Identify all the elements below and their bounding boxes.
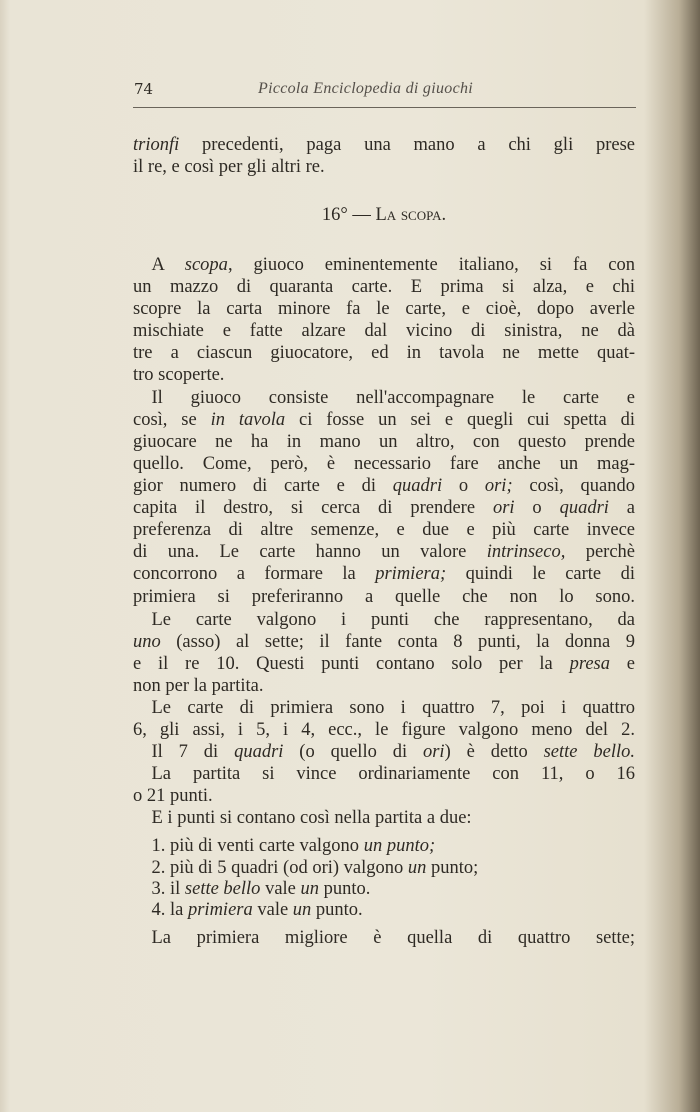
italic-text: sette bello.: [543, 742, 635, 762]
text-line: [133, 497, 635, 519]
text-line: [133, 364, 635, 386]
text-run: A: [133, 255, 185, 275]
text-run: preferenza di altre semenze, e due e più carte invece: [133, 520, 635, 540]
text-run: o 21 punti.: [133, 786, 213, 806]
text-run: giuocare ne ha in mano un altro, con questo prende: [133, 432, 635, 452]
text-run: concorrono a formare la: [133, 564, 376, 584]
italic-text: un punto;: [363, 836, 436, 856]
text-run: E i punti si contano così nella partita a due:: [133, 808, 472, 828]
text-run: scopre la carta minore fa le carte, e cioè, dopo averle: [133, 299, 635, 319]
text-run: 16° —: [321, 205, 376, 225]
italic-text: un: [300, 879, 319, 899]
text-line: [133, 254, 635, 276]
text-line: [133, 927, 635, 949]
text-run: non per la partita.: [133, 676, 264, 696]
text-run: e: [610, 654, 635, 674]
text-run: di una. Le carte hanno un valore: [133, 542, 487, 562]
text-run: capita il destro, si cerca di prendere: [133, 498, 493, 518]
section-heading: [133, 204, 635, 226]
text-line: [133, 899, 635, 921]
italic-text: trionfi: [133, 135, 180, 155]
header-rule: [133, 107, 636, 108]
text-run: 1. più di venti carte valgono: [133, 836, 364, 856]
running-title: Piccola Enciclopedia di giuochi: [258, 80, 474, 97]
text-line: [133, 409, 635, 431]
text-run: perchè: [565, 542, 636, 562]
text-line: [133, 586, 635, 608]
text-line: [133, 785, 635, 807]
text-run: tre a ciascun giuocatore, ed in tavola ne mette quat-: [133, 343, 635, 363]
italic-text: quadri: [392, 476, 443, 496]
text-run: vale: [260, 879, 301, 899]
text-line: [133, 631, 635, 653]
italic-text: uno: [133, 632, 161, 652]
text-line: [133, 697, 635, 719]
text-run: un mazzo di quaranta carte. E prima si alza, e chi: [133, 277, 635, 297]
text-run: quello. Come, però, è necessario fare anche un mag-: [133, 454, 635, 474]
text-run: 4. la: [133, 900, 188, 920]
text-run: 2. più di 5 quadri (od ori) valgono: [133, 858, 408, 878]
text-run: ) è detto: [444, 742, 544, 762]
text-run: punto;: [426, 858, 479, 878]
text-line: [133, 475, 635, 497]
text-run: o: [442, 476, 485, 496]
text-line: [133, 653, 635, 675]
italic-text: primiera;: [375, 564, 447, 584]
italic-text: intrinseco,: [486, 542, 566, 562]
text-run: La scopa.: [375, 205, 447, 225]
text-run: punto.: [319, 879, 371, 899]
text-line: [133, 276, 635, 298]
text-line: [133, 675, 635, 697]
text-line: [133, 741, 635, 763]
text-line: [133, 387, 635, 409]
text-run: a: [608, 498, 636, 518]
text-run: La primiera migliore è quella di quattro sette;: [133, 928, 635, 948]
text-run: mischiate e fatte alzare dal vicino di sinistra, ne dà: [133, 321, 635, 341]
text-line: [133, 519, 635, 541]
italic-text: un: [292, 900, 312, 920]
italic-text: un: [407, 858, 427, 878]
text-run: ci fosse un sei e quegli cui spetta di: [285, 410, 635, 430]
text-run: Le carte di primiera sono i quattro 7, poi i quattro: [133, 698, 635, 718]
italic-text: sette bello: [184, 879, 261, 899]
italic-text: ori: [422, 742, 445, 762]
text-run: , giuoco eminentemente italiano, si fa con: [227, 255, 635, 275]
text-run: il re, e così per gli altri re.: [133, 157, 325, 177]
text-line: [133, 342, 635, 364]
text-run: Le carte valgono i punti che rappresentano, da: [133, 610, 635, 630]
text-run: e il re 10. Questi punti contano solo per la: [133, 654, 570, 674]
text-run: gior numero di carte e di: [133, 476, 393, 496]
text-run: (o quello di: [283, 742, 423, 762]
text-run: vale: [252, 900, 293, 920]
page-number: 74: [134, 80, 154, 98]
text-line: [133, 807, 635, 829]
text-line: [133, 431, 635, 453]
italic-text: ori: [492, 498, 515, 518]
text-run: precedenti, paga una mano a chi gli prese: [179, 135, 635, 155]
text-run: Il 7 di: [133, 742, 235, 762]
text-run: o: [514, 498, 560, 518]
text-line: [133, 453, 635, 475]
text-line: [133, 878, 635, 900]
text-run: Il giuoco consiste nell'accompagnare le carte e: [133, 388, 635, 408]
text-run: La partita si vince ordinariamente con 11, o 16: [133, 764, 635, 784]
italic-text: quadri: [234, 742, 284, 762]
italic-text: in tavola: [210, 410, 286, 430]
text-run: primiera si preferiranno a quelle che non lo sono.: [133, 587, 635, 607]
text-run: così, se: [133, 410, 211, 430]
text-run: così, quando: [512, 476, 635, 496]
text-line: [133, 298, 635, 320]
text-line: [133, 156, 635, 178]
text-line: [133, 320, 635, 342]
text-run: (asso) al sette; il fante conta 8 punti, la donna 9: [160, 632, 635, 652]
text-line: [133, 134, 635, 156]
italic-text: quadri: [559, 498, 609, 518]
text-run: 3. il: [133, 879, 185, 899]
italic-text: presa: [569, 654, 610, 674]
text-line: [133, 763, 635, 785]
text-run: tro scoperte.: [133, 365, 225, 385]
text-run: 6, gli assi, i 5, i 4, ecc., le figure valgono meno del 2.: [133, 720, 635, 740]
italic-text: scopa: [184, 255, 228, 275]
text-line: [133, 541, 635, 563]
italic-text: ori;: [484, 476, 513, 496]
italic-text: primiera: [187, 900, 253, 920]
text-line: [133, 719, 635, 741]
text-run: punto.: [311, 900, 363, 920]
text-run: quindi le carte di: [446, 564, 635, 584]
text-line: [133, 609, 635, 631]
text-line: [133, 835, 635, 857]
text-line: [133, 857, 635, 879]
text-line: [133, 563, 635, 585]
